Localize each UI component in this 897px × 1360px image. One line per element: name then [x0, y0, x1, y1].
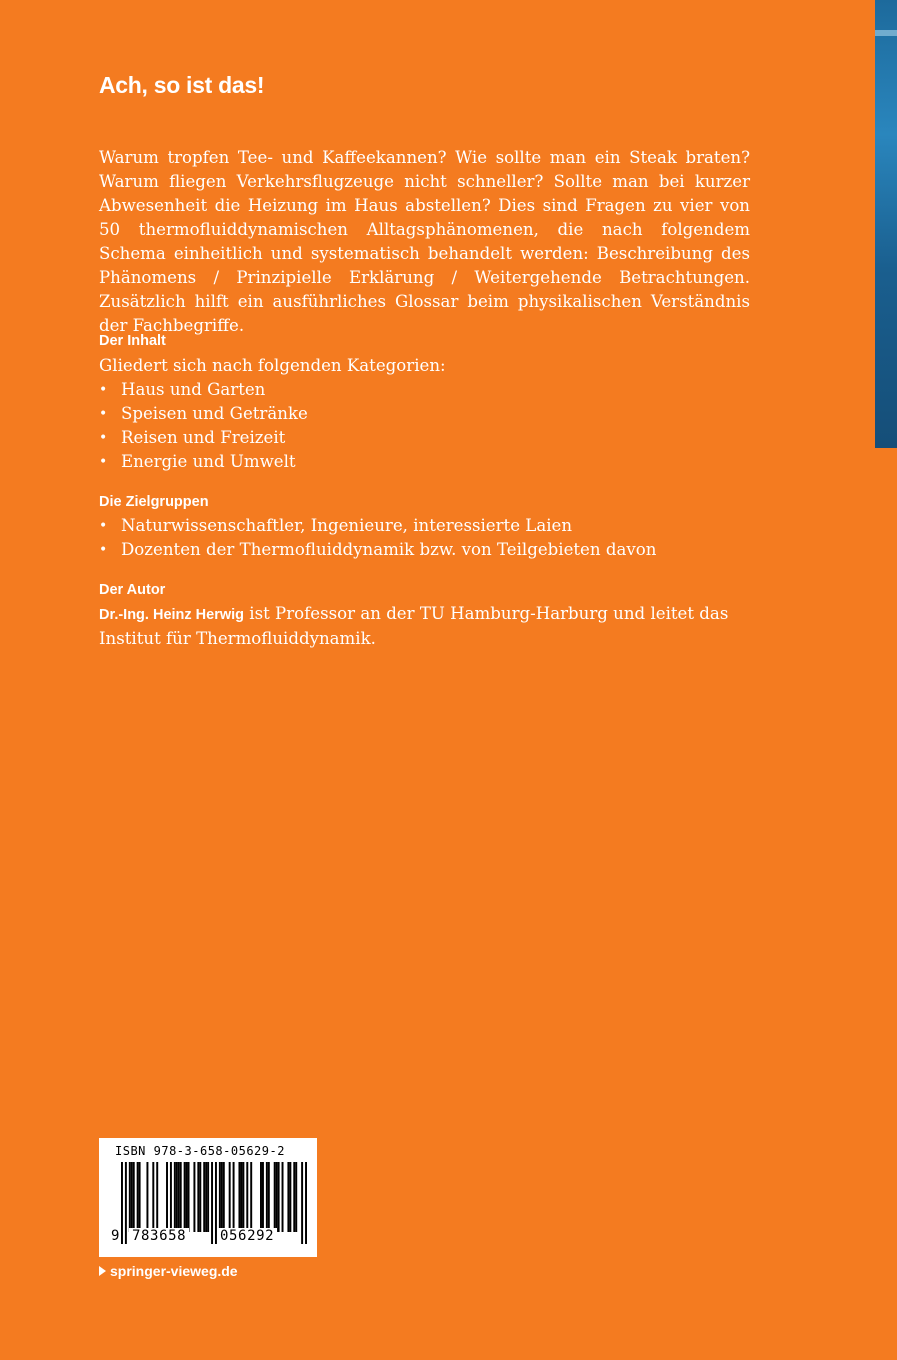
barcode-bar: [131, 1162, 133, 1232]
barcode-bar: [137, 1162, 139, 1232]
barcode-bar: [276, 1162, 278, 1232]
list-item: • Haus und Garten: [99, 378, 308, 402]
isbn-label: ISBN 978-3-658-05629-2: [115, 1144, 285, 1158]
list-item: • Naturwissenschaftler, Ingenieure, interessierte Laien: [99, 514, 656, 538]
author-heading: Der Autor: [99, 582, 166, 598]
intro-paragraph: Warum tropfen Tee- und Kaffeekannen? Wie sollte man ein Steak braten? Warum fliegen Verkehrsflugzeuge nicht schneller? Sollte man bei kurzer Abwesenheit die Heizung im Haus abstellen? Dies sind Fragen zu vier von 50 thermofluiddynamischen Alltagsphänomenen, die nach folgendem Schema einheitlich und systematisch behandelt werden: Beschreibung des Phänomens / Prinzipielle Erklärung / Weitergehende Betrachtungen. Zusätzlich hilft ein ausführliches Glossar beim physikalischen Verständnis der Fachbegriffe.: [99, 148, 750, 335]
list-item: • Speisen und Getränke: [99, 402, 308, 426]
barcode-digits: [99, 1228, 317, 1250]
barcode-bar: [174, 1162, 176, 1232]
barcode-bar: [219, 1162, 221, 1232]
barcode-bar: [278, 1162, 280, 1232]
barcode-bar: [266, 1162, 268, 1232]
content-lead: Gliedert sich nach folgenden Kategorien:: [99, 356, 446, 375]
content-list: [99, 378, 308, 474]
barcode-bar: [240, 1162, 242, 1232]
publisher-link[interactable]: [99, 1263, 238, 1279]
barcode-bar: [229, 1162, 231, 1232]
isbn-barcode: [99, 1138, 317, 1257]
barcode-bar: [260, 1162, 262, 1232]
barcode-bar: [188, 1162, 190, 1232]
barcode-bar: [238, 1162, 240, 1232]
list-item: • Energie und Umwelt: [99, 450, 308, 474]
author-bio-text: ist Professor an der TU Hamburg-Harburg und leitet das Institut für Thermofluiddynamik.: [99, 604, 729, 648]
barcode-bar: [233, 1162, 235, 1232]
barcode-bar: [295, 1162, 297, 1232]
barcode-bar: [274, 1162, 276, 1232]
cover-edge-strip: [875, 0, 897, 448]
barcode-bar: [262, 1162, 264, 1232]
barcode-bar: [133, 1162, 135, 1232]
barcode-bar: [203, 1162, 205, 1232]
audience-list: [99, 514, 656, 562]
barcode-bar: [250, 1162, 252, 1232]
barcode-bar: [139, 1162, 141, 1232]
barcode-bar: [166, 1162, 168, 1232]
barcode-bar: [282, 1162, 284, 1232]
list-item: • Reisen und Freizeit: [99, 426, 308, 450]
barcode-bar: [180, 1162, 182, 1232]
publisher-url: springer-vieweg.de: [110, 1263, 238, 1279]
book-title: Ach, so ist das!: [99, 72, 265, 98]
list-item: • Dozenten der Thermofluiddynamik bzw. von Teilgebieten davon: [99, 538, 656, 562]
barcode-bar: [178, 1162, 180, 1232]
barcode-bar: [197, 1162, 199, 1232]
barcode-bar: [287, 1162, 289, 1232]
barcode-bar: [221, 1162, 223, 1232]
barcode-bar: [176, 1162, 178, 1232]
barcode-bar: [186, 1162, 188, 1232]
barcode-bar: [205, 1162, 207, 1232]
barcode-bar: [152, 1162, 154, 1232]
barcode-bar: [289, 1162, 291, 1232]
barcode-bar: [193, 1162, 195, 1232]
barcode-bar: [184, 1162, 186, 1232]
barcode-bar: [223, 1162, 225, 1232]
author-bio: [99, 602, 750, 651]
barcode-bar: [246, 1162, 248, 1232]
arrow-right-icon: [99, 1266, 106, 1276]
barcode-bar: [293, 1162, 295, 1232]
barcode-bar: [207, 1162, 209, 1232]
barcode-bar: [129, 1162, 131, 1232]
content-heading: Der Inhalt: [99, 333, 166, 349]
barcode-bar: [146, 1162, 148, 1232]
barcode-bar: [156, 1162, 158, 1232]
barcode-bar: [170, 1162, 172, 1232]
barcode-digits-right: 056292: [217, 1228, 277, 1244]
barcode-digit-first: 9: [111, 1228, 120, 1244]
barcode-digits-left: 783658: [129, 1228, 189, 1244]
audience-heading: Die Zielgruppen: [99, 494, 209, 510]
author-name: Dr.-Ing. Heinz Herwig: [99, 607, 245, 623]
barcode-bar: [242, 1162, 244, 1232]
barcode-bar: [199, 1162, 201, 1232]
barcode-bar: [268, 1162, 270, 1232]
